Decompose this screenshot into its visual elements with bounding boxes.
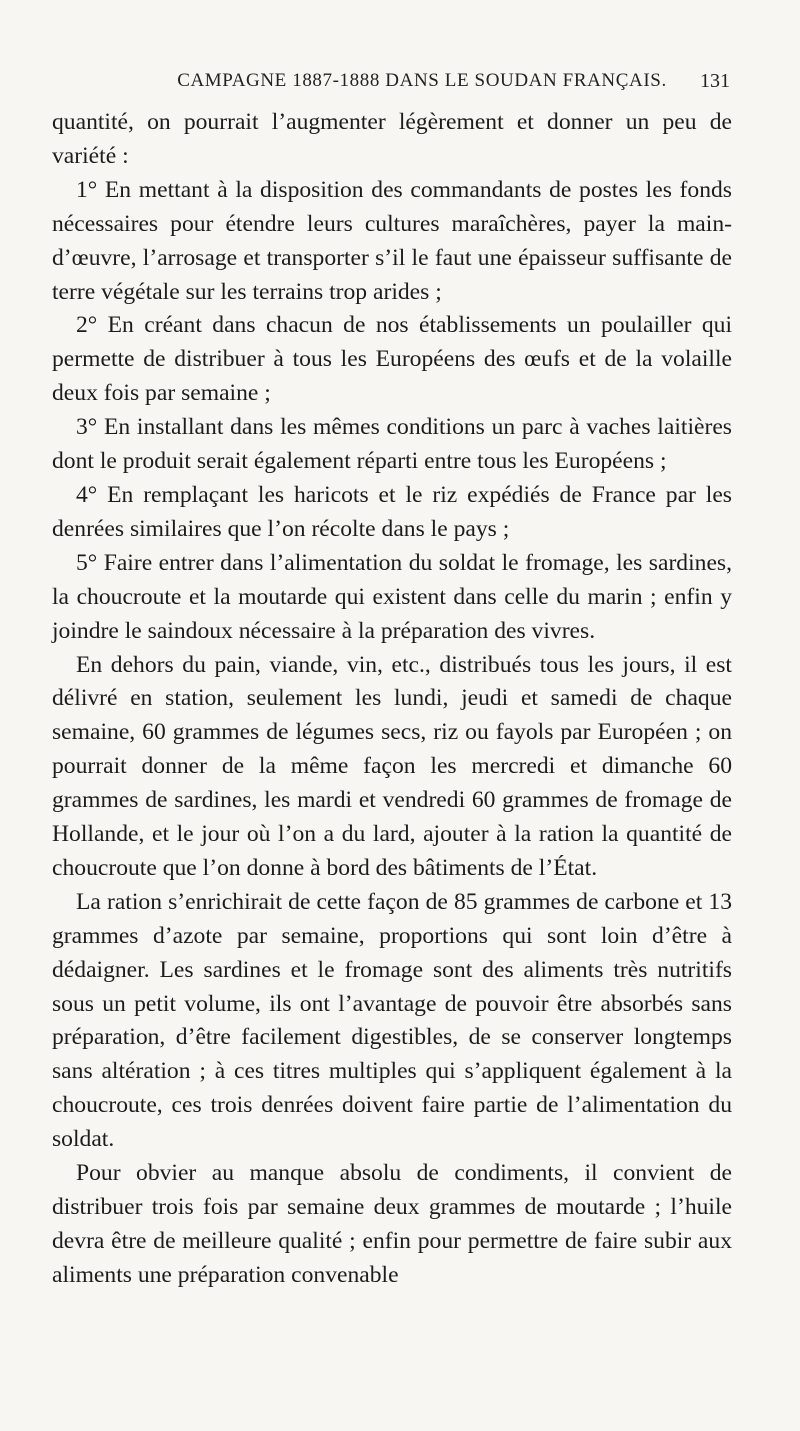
running-head: CAMPAGNE 1887-1888 DANS LE SOUDAN FRANÇAIS.	[177, 70, 667, 91]
paragraph: Pour obvier au manque absolu de condiments, il convient de distribuer trois fois par semaine deux grammes de moutarde ; l’huile devra être de meilleure qualité ; enfin pour permettre de faire subir aux aliments une préparation convenable	[52, 1160, 732, 1288]
paragraph: 4° En remplaçant les haricots et le riz expédiés de France par les denrées similaires que l’on récolte dans le pays ;	[52, 481, 732, 542]
paragraph: 1° En mettant à la disposition des commandants de postes les fonds nécessaires pour étendre leurs cultures maraîchères, payer la main-d’œuvre, l’arrosage et transporter s’il le faut une épaisseur suffisante de terre végétale sur les terrains trop arides ;	[52, 176, 732, 305]
paragraph: 3° En installant dans les mêmes conditions un parc à vaches laitières dont le produit serait également réparti entre tous les Européens ;	[52, 414, 732, 475]
paragraph: quantité, on pourrait l’augmenter légèrement et donner un peu de variété :	[52, 109, 732, 169]
page-number: 131	[700, 70, 730, 92]
paragraph: 2° En créant dans chacun de nos établissements un poulailler qui permette de distribuer à tous les Européens des œufs et de la volaille deux fois par semaine ;	[52, 312, 732, 407]
paragraph: La ration s’enrichirait de cette façon de 85 grammes de carbone et 13 grammes d’azote par semaine, proportions qui sont loin d’être à dédaigner. Les sardines et le fromage sont des aliments très nutritifs sous un petit volume, ils ont l’avantage de pouvoir être absorbés sans préparation, d’être facilement digestibles, de se conserver longtemps sans altération ; à ces titres multiples qui s’appliquent également à la choucroute, ces trois denrées doivent faire partie de l’alimentation du soldat.	[52, 888, 732, 1153]
page-header	[52, 70, 732, 100]
paragraph: En dehors du pain, viande, vin, etc., distribués tous les jours, il est délivré en station, seulement les lundi, jeudi et samedi de chaque semaine, 60 grammes de légumes secs, riz ou fayols par Européen ; on pourrait donner de la même façon les mercredi et dimanche 60 grammes de sardines, les mardi et vendredi 60 grammes de fromage de Hollande, et le jour où l’on a du lard, ajouter à la ration la quantité de choucroute que l’on donne à bord des bâtiments de l’État.	[52, 651, 732, 881]
paragraph: 5° Faire entrer dans l’alimentation du soldat le fromage, les sardines, la choucroute et la moutarde qui existent dans celle du marin ; enfin y joindre le saindoux nécessaire à la préparation des vivres.	[52, 549, 732, 644]
body-text	[52, 106, 732, 1293]
